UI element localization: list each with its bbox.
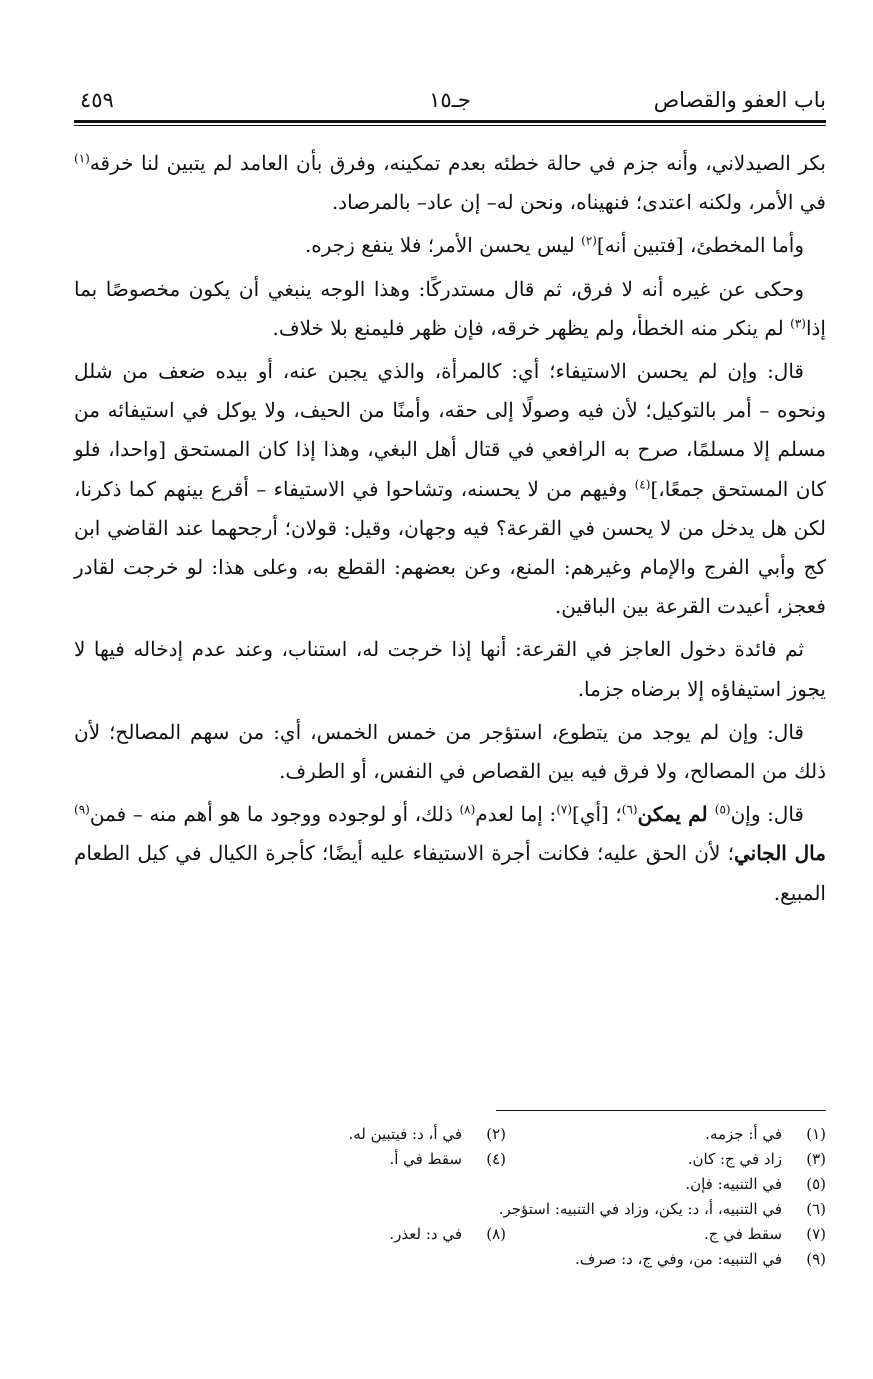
main-text [74, 144, 826, 913]
footnote-marker: (٥) [714, 802, 731, 817]
footnote-text: في التنبيه: من، وفي ج، د: صرف. [574, 1250, 782, 1268]
text-run: قال: وإن لم يوجد من يتطوع، استؤجر من خمس الخمس، أي: من سهم المصالح؛ لأن ذلك من المصالح، ولا فرق فيه بين القصاص في النفس، أو الطرف. [74, 719, 826, 784]
footnote-number: (١) [806, 1125, 826, 1143]
text-run: ؛ [أي] [572, 802, 622, 827]
footnote [506, 1147, 826, 1172]
bold-text: لم يمكن [637, 802, 715, 827]
footnote [266, 1197, 826, 1222]
header-rule-thin [74, 125, 826, 126]
footnote-row [74, 1197, 826, 1222]
text-run: قال: وإن لم يحسن الاستيفاء؛ أي: كالمرأة، والذي يجبن عنه، أو بيده ضعف من شلل ونحوه – أمر بالتوكيل؛ لأن فيه وصولًا إلى حقه، وأمنًا من الحيف، ولا يوكل في استيفائه من مسلم إلا مسلمًا، صرح به الرافعي في قتال أهل البغي، وهذا إذا كان المستحق [واحدا، فلو كان المستحق جمعًا،] [74, 359, 826, 501]
footnote-number: (٦) [806, 1200, 826, 1218]
footnote-text: في أ، د: فيتبين له. [348, 1125, 462, 1143]
text-run: بكر الصيدلاني، وأنه جزم في حالة خطئه بعدم تمكينه، وفرق بأن العامد لم يتبين لنا خرقه [89, 151, 826, 175]
running-header [74, 80, 826, 120]
page-number: ٤٥٩ [80, 88, 114, 112]
text-run: وفيهم من لا يحسنه، وتشاحوا في الاستيفاء – أقرع بينهم كما ذكرنا، لكن هل يدخل من لا يحسن في القرعة؟ فيه وجهان، وقيل: قولان؛ أرجحهما عند القاضي ابن كج وأبي الفرج والإمام وغيرهم: المنع، وعن بعضهم: القطع به، وعلى هذا: لو خرجت لقادر فعجز، أعيدت القرعة بين الباقين. [74, 476, 826, 619]
footnote-number: (٩) [806, 1250, 826, 1268]
text-run: ذلك، أو لوجوده ووجود ما هو أهم منه – فمن [89, 802, 460, 827]
footnote-row [74, 1222, 826, 1247]
footnote [506, 1222, 826, 1247]
chapter-title: باب العفو والقصاص [653, 88, 826, 112]
footnote-number: (٥) [806, 1175, 826, 1193]
footnote-row [74, 1172, 826, 1197]
paragraph [74, 795, 826, 913]
footnote-number: (٧) [806, 1225, 826, 1243]
footnote-marker: (١) [74, 151, 90, 166]
footnote-row [74, 1147, 826, 1172]
footnotes [74, 1122, 826, 1272]
footnote-number: (٣) [806, 1150, 826, 1168]
footnote-text: سقط في أ. [389, 1150, 462, 1168]
footnote [186, 1147, 506, 1172]
paragraph [74, 144, 826, 222]
text-run: ؛ لأن الحق عليه؛ فكانت أجرة الاستيفاء عليه أيضًا؛ كأجرة الكيال في كيل الطعام المبيع. [74, 841, 826, 905]
bold-text: مال الجاني [733, 841, 826, 866]
footnote-number: (٨) [486, 1225, 506, 1243]
footnote-text: زاد في ج: كان. [687, 1150, 782, 1168]
footnote [266, 1172, 826, 1197]
footnote-text: في التنبيه: فإن. [685, 1175, 782, 1193]
text-run: قال: وإن [730, 802, 804, 827]
footnote-row [74, 1122, 826, 1147]
text-run: لم ينكر منه الخطأ، ولم يظهر خرقه، فإن ظهر فليمنع بلا خلاف. [272, 315, 791, 340]
footnote-marker: (٤) [634, 476, 651, 491]
paragraph [74, 270, 826, 348]
footnote-marker: (٧) [556, 802, 573, 817]
paragraph [74, 226, 826, 265]
footnote [266, 1247, 826, 1272]
footnote-marker: (٨) [459, 802, 476, 817]
paragraph [74, 713, 826, 791]
text-run: ليس يحسن الأمر؛ فلا ينفع زجره. [304, 233, 582, 258]
footnote-text: سقط في ج. [703, 1225, 782, 1243]
footnote-number: (٢) [486, 1125, 506, 1143]
text-run: وأما المخطئ، [فتبين أنه] [596, 233, 804, 258]
paragraph [74, 352, 826, 626]
footnote [186, 1222, 506, 1247]
footnote [506, 1122, 826, 1147]
footnote-marker: (٩) [74, 802, 90, 817]
text-run: : إما لعدم [475, 802, 557, 827]
footnote-text: في د: لعذر. [389, 1225, 462, 1243]
footnote-row [74, 1247, 826, 1272]
text-run: وحكى عن غيره أنه لا فرق، ثم قال مستدركًا: وهذا الوجه ينبغي أن يكون مخصوصًا بما إذا [74, 276, 826, 340]
footnote-text: في أ: جزمه. [705, 1125, 782, 1143]
volume-number: جـ١٥ [429, 88, 471, 112]
footnote-marker: (٢) [581, 233, 597, 248]
book-page [74, 80, 826, 1268]
paragraph [74, 630, 826, 708]
footnote-text: في التنبيه، أ، د: يكن، وزاد في التنبيه: استؤجر. [498, 1200, 782, 1218]
footnote-marker: (٦) [621, 802, 638, 817]
text-run: في الأمر، ولكنه اعتدى؛ فنهيناه، ونحن له– إن عاد– بالمرصاد. [331, 190, 826, 215]
footnote-number: (٤) [486, 1150, 506, 1168]
header-rule-thick [74, 120, 826, 123]
footnote-separator [496, 1110, 826, 1111]
text-run: ثم فائدة دخول العاجز في القرعة: أنها إذا خرجت له، استناب، وعند عدم إدخاله فيها لا يجوز استيفاؤه إلا برضاه جزما. [74, 637, 826, 701]
footnote-marker: (٣) [790, 316, 806, 331]
footnote [186, 1122, 506, 1147]
